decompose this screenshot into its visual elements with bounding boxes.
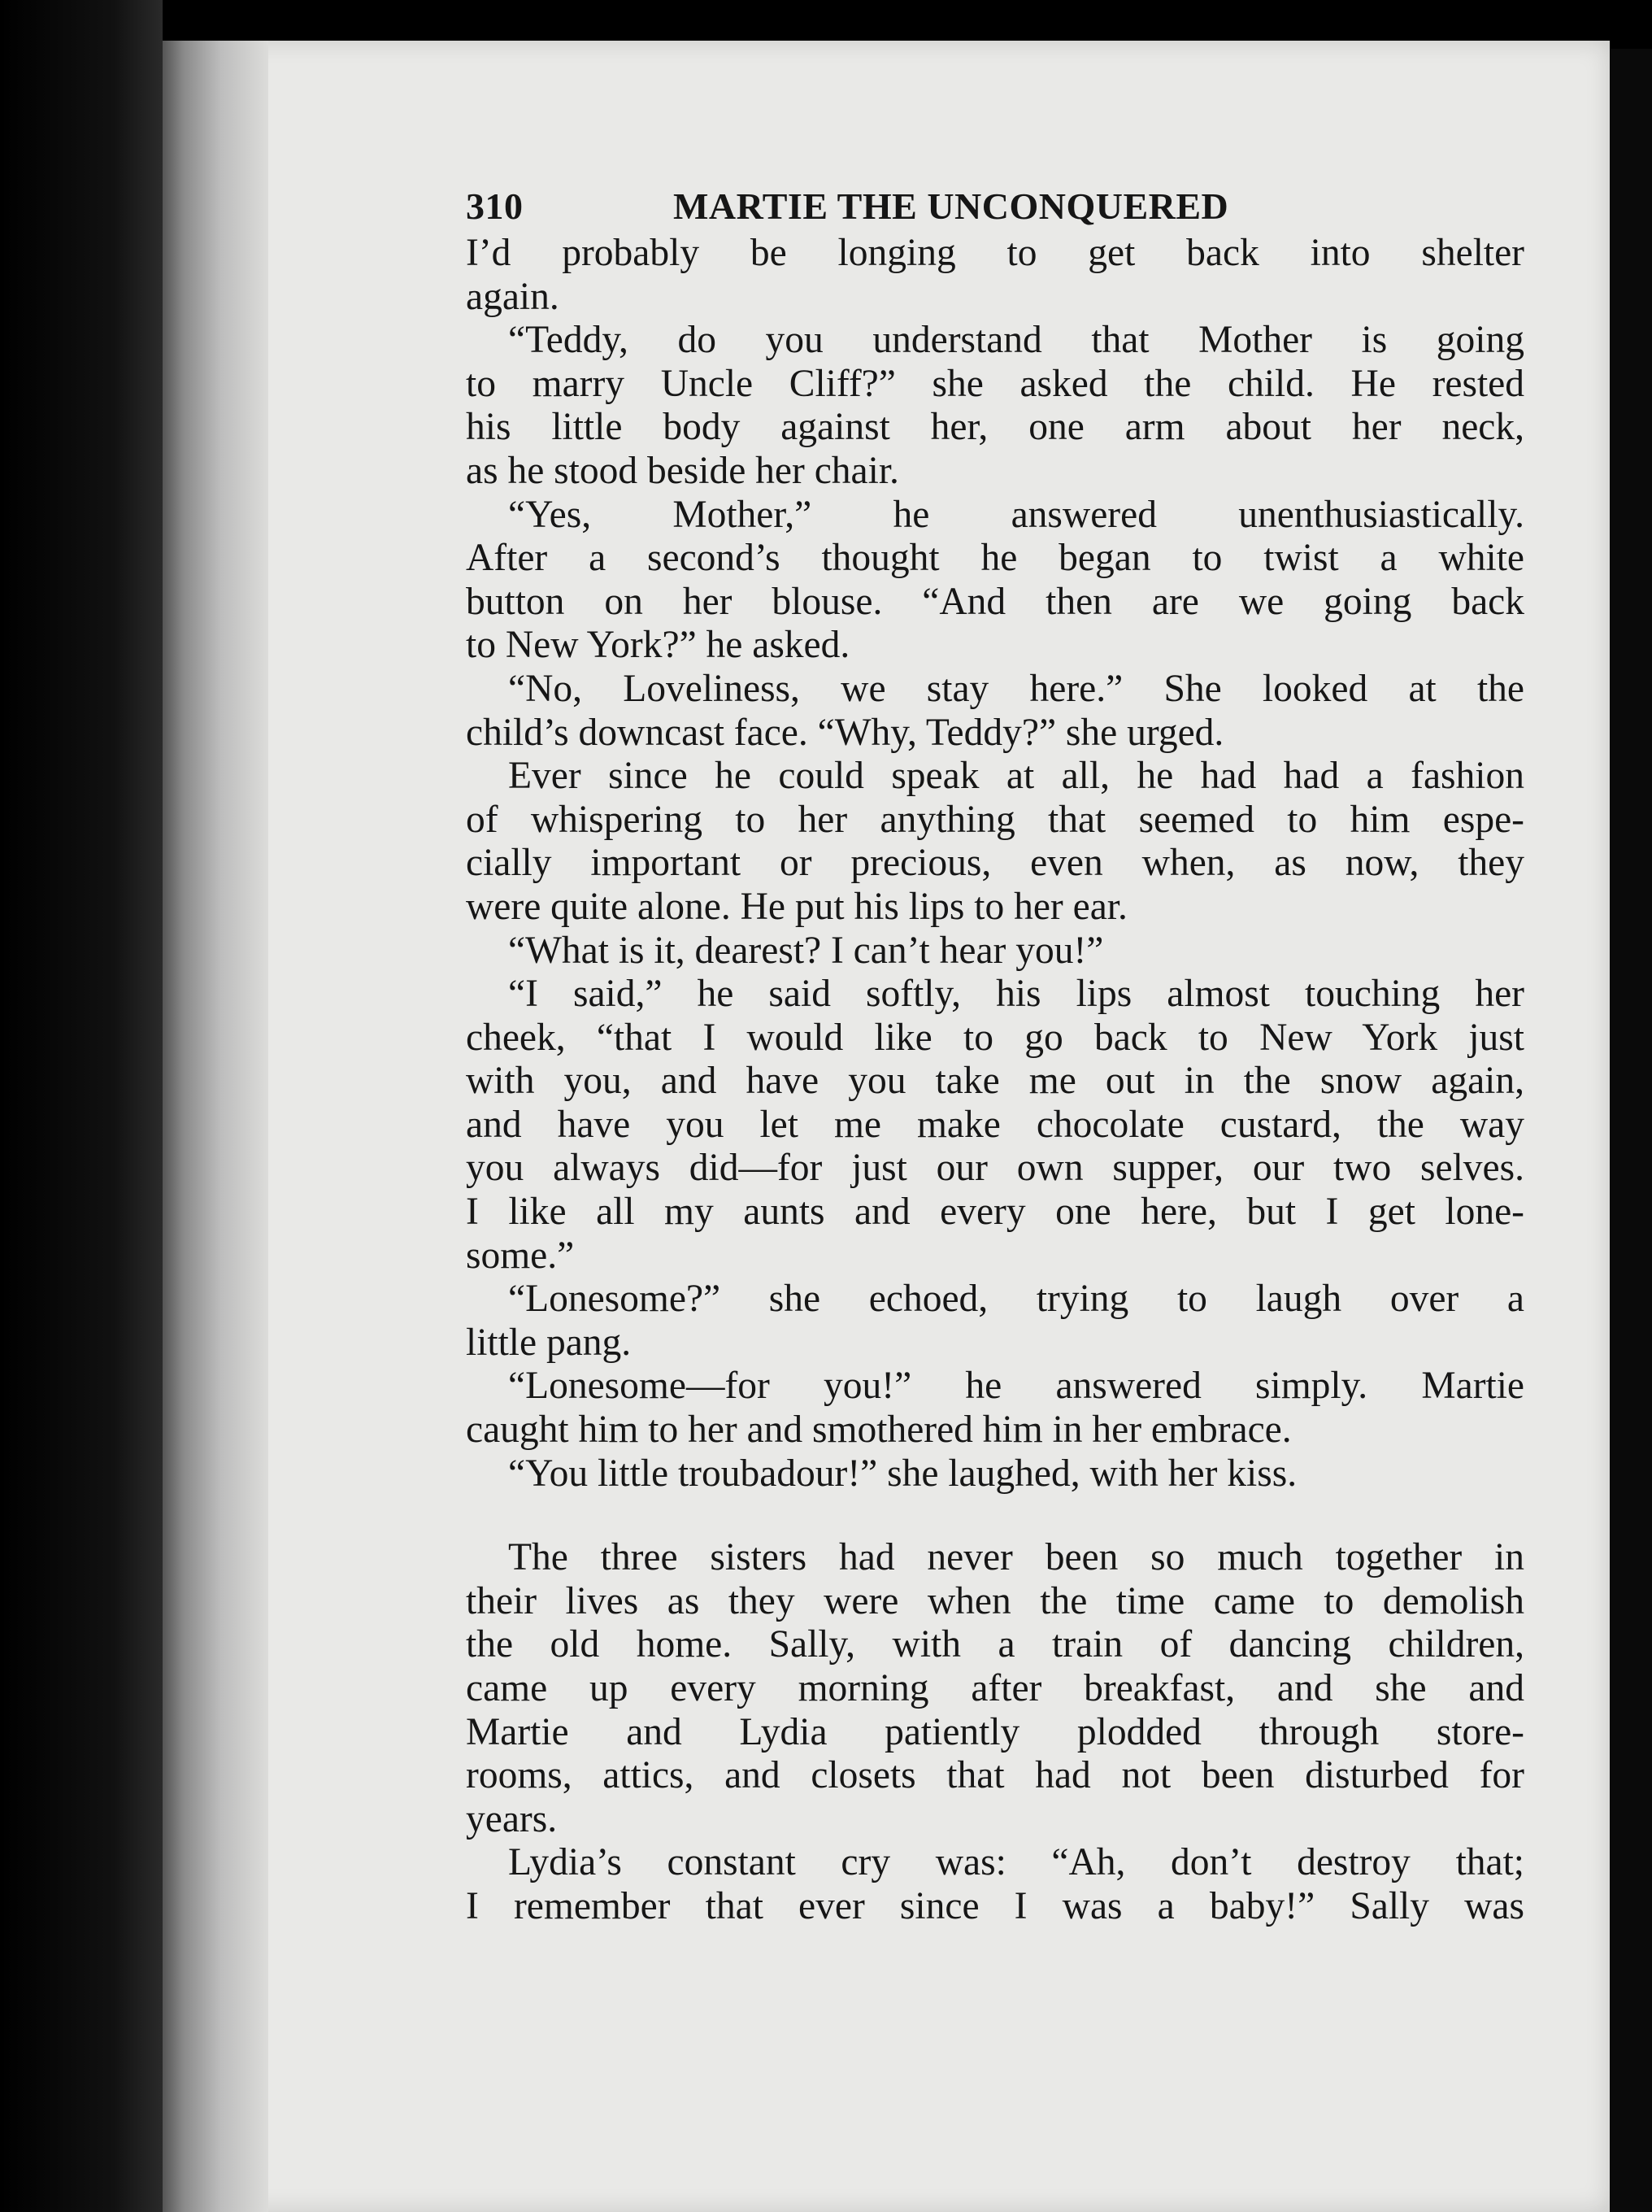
paragraph	[466, 1278, 1524, 1365]
text-line: cially important or precious, even when, as now, they	[466, 842, 1524, 885]
text-line: I like all my aunts and every one here, but I get lone-	[466, 1191, 1524, 1234]
paragraph	[466, 1452, 1524, 1496]
text-line: “No, Loveliness, we stay here.” She looked at the	[508, 667, 1524, 710]
section-break	[466, 1496, 1524, 1536]
text-line: the old home. Sally, with a train of dancing children,	[466, 1623, 1524, 1666]
scan-left-margin	[0, 0, 163, 2212]
text-line: were quite alone. He put his lips to her ear.	[466, 885, 1128, 928]
text-line: his little body against her, one arm about her neck,	[466, 406, 1524, 449]
text-line: Lydia’s constant cry was: “Ah, don’t destroy that;	[508, 1841, 1524, 1884]
book-gutter	[163, 41, 268, 2212]
scan-right-edge	[1610, 49, 1652, 2212]
text-line: “You little troubadour!” she laughed, with her kiss.	[508, 1452, 1298, 1495]
text-line: “I said,” he said softly, his lips almost touching her	[508, 973, 1524, 1016]
text-line: child’s downcast face. “Why, Teddy?” she urged.	[466, 711, 1224, 754]
text-line: of whispering to her anything that seemed to him espe-	[466, 798, 1524, 841]
text-line: “Yes, Mother,” he answered unenthusiastically.	[508, 493, 1524, 536]
text-line: you always did—for just our own supper, our two selves.	[466, 1147, 1524, 1190]
text-line: button on her blouse. “And then are we going back	[466, 580, 1524, 623]
text-line: their lives as they were when the time came to demolish	[466, 1579, 1524, 1622]
text-line: cheek, “that I would like to go back to New York just	[466, 1016, 1524, 1059]
page-content	[466, 175, 1524, 1929]
paragraph	[466, 1365, 1524, 1452]
text-line: Martie and Lydia patiently plodded through store-	[466, 1710, 1524, 1753]
text-line: to New York?” he asked.	[466, 624, 850, 667]
text-line: rooms, attics, and closets that had not been disturbed for	[466, 1754, 1524, 1797]
text-line: “Lonesome—for you!” he answered simply. Martie	[508, 1365, 1524, 1408]
text-line: “Teddy, do you understand that Mother is going	[508, 319, 1524, 362]
text-line: After a second’s thought he began to twist a white	[466, 537, 1524, 580]
text-line: I’d probably be longing to get back into shelter	[466, 232, 1524, 274]
text-line: with you, and have you take me out in the snow again,	[466, 1060, 1524, 1103]
text-line: “Lonesome?” she echoed, trying to laugh over a	[508, 1278, 1524, 1321]
text-line: as he stood beside her chair.	[466, 449, 899, 492]
text-line: The three sisters had never been so much together in	[508, 1536, 1524, 1579]
text-line: caught him to her and smothered him in her embrace.	[466, 1409, 1292, 1452]
text-section-1	[466, 232, 1524, 1496]
running-title: MARTIE THE UNCONQUERED	[673, 185, 1229, 227]
text-line: came up every morning after breakfast, and she and	[466, 1667, 1524, 1709]
page-number: 310	[466, 185, 524, 227]
paragraph	[466, 494, 1524, 668]
running-header	[466, 175, 1524, 232]
text-line: I remember that ever since I was a baby!” Sally was	[466, 1884, 1524, 1927]
paragraph	[466, 930, 1524, 973]
text-line: Ever since he could speak at all, he had had a fashion	[508, 755, 1524, 798]
text-line: to marry Uncle Cliff?” she asked the child. He rested	[466, 362, 1524, 405]
text-line: and have you let me make chocolate custard, the way	[466, 1103, 1524, 1146]
paragraph	[466, 1841, 1524, 1928]
text-line: little pang.	[466, 1321, 632, 1364]
text-section-2	[466, 1536, 1524, 1928]
paragraph	[466, 319, 1524, 493]
paragraph	[466, 232, 1524, 319]
text-line: again.	[466, 275, 559, 318]
paragraph	[466, 668, 1524, 755]
text-line: “What is it, dearest? I can’t hear you!”	[508, 929, 1104, 972]
text-line: years.	[466, 1797, 558, 1840]
paragraph	[466, 755, 1524, 929]
text-line: some.”	[466, 1234, 575, 1277]
paragraph	[466, 973, 1524, 1278]
paragraph	[466, 1536, 1524, 1841]
